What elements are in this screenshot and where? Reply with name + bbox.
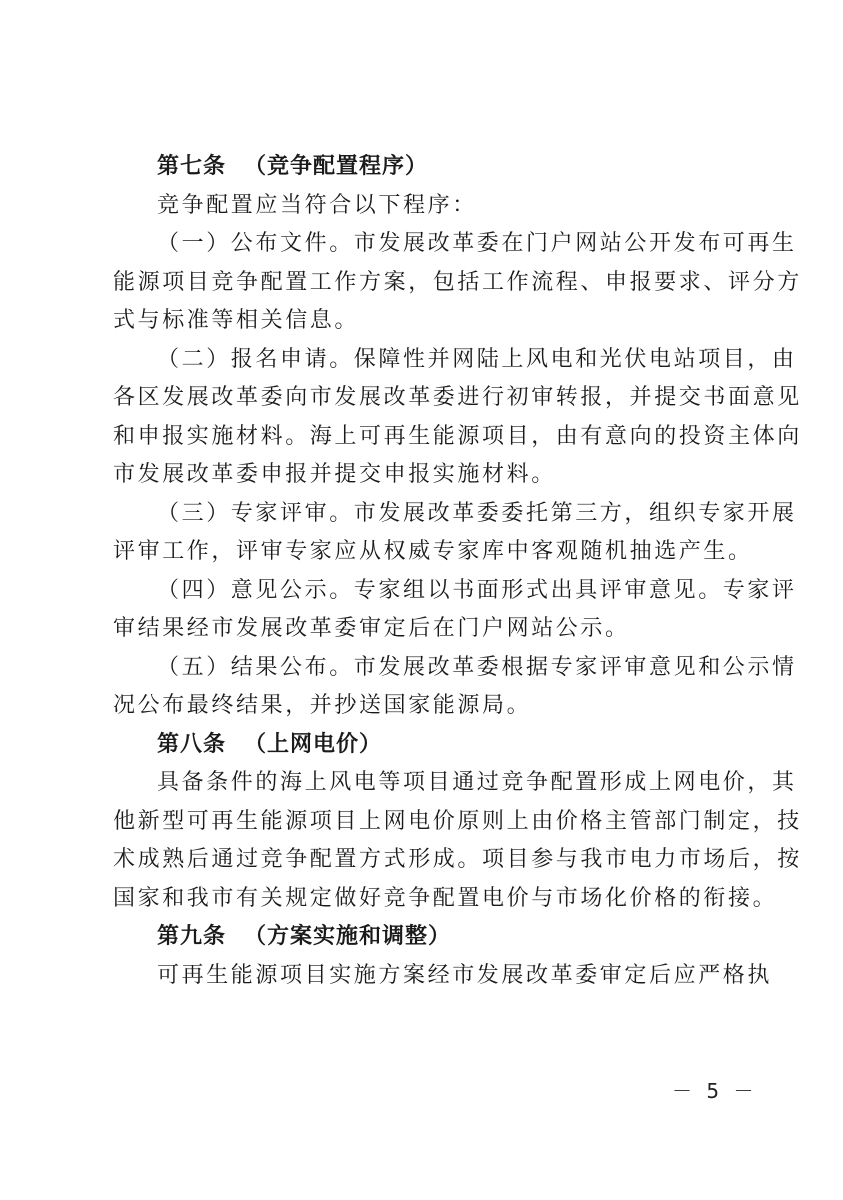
text-line: 术成熟后通过竞争配置方式形成。项目参与我市电力市场后，按 — [113, 847, 802, 872]
text-line: （三）专家评审。市发展改革委委托第三方，组织专家开展 — [157, 500, 797, 526]
text-line: 审结果经市发展改革委审定后在门户网站公示。 — [113, 616, 630, 641]
text-line: （五）结果公布。市发展改革委根据专家评审意见和公示情 — [157, 654, 797, 680]
document-body — [113, 148, 802, 995]
page-number: － 5 － — [672, 1079, 758, 1103]
text-line: （二）报名申请。保障性并网陆上风电和光伏电站项目，由 — [157, 346, 797, 372]
article-7-heading — [113, 148, 735, 187]
text-line: 可再生能源项目实施方案经市发展改革委审定后应严格执 — [157, 962, 773, 988]
paragraph — [113, 572, 797, 649]
article-title: （上网电价） — [244, 731, 383, 757]
text-line: 能源项目竞争配置工作方案，包括工作流程、申报要求、评分方 — [113, 269, 802, 295]
paragraph — [113, 649, 797, 726]
text-line: 和申报实施材料。海上可再生能源项目，由有意向的投资主体向 — [113, 423, 802, 449]
article-title: （竞争配置程序） — [244, 154, 429, 179]
text-line: 具备条件的海上风电等项目通过竞争配置形成上网电价，其 — [157, 770, 797, 795]
text-line: 市发展改革委申报并提交申报实施材料。 — [113, 462, 556, 487]
paragraph — [113, 764, 802, 918]
paragraph — [113, 495, 797, 572]
text-line: 竞争配置应当符合以下程序： — [157, 192, 477, 218]
text-line: 况公布最终结果，并抄送国家能源局。 — [113, 693, 532, 718]
paragraph — [113, 225, 802, 341]
text-line: （一）公布文件。市发展改革委在门户网站公开发布可再生 — [157, 231, 797, 256]
article-number: 第七条 — [157, 154, 227, 179]
text-line: 国家和我市有关规定做好竞争配置电价与市场化价格的衔接。 — [113, 885, 778, 911]
text-line: （四）意见公示。专家组以书面形式出具评审意见。专家评 — [157, 577, 797, 603]
paragraph — [113, 957, 773, 996]
text-line: 评审工作，评审专家应从权威专家库中客观随机抽选产生。 — [113, 539, 753, 564]
article-8-heading — [113, 726, 735, 765]
article-title: （方案实施和调整） — [244, 924, 452, 949]
article-number: 第九条 — [157, 924, 227, 949]
text-line: 他新型可再生能源项目上网电价原则上由价格主管部门制定，技 — [113, 808, 802, 834]
text-line: 各区发展改革委向市发展改革委进行初审转报，并提交书面意见 — [113, 385, 802, 410]
article-9-heading — [113, 918, 735, 957]
article-number: 第八条 — [157, 731, 227, 757]
paragraph — [113, 187, 735, 226]
paragraph — [113, 341, 802, 495]
text-line: 式与标准等相关信息。 — [113, 308, 360, 333]
